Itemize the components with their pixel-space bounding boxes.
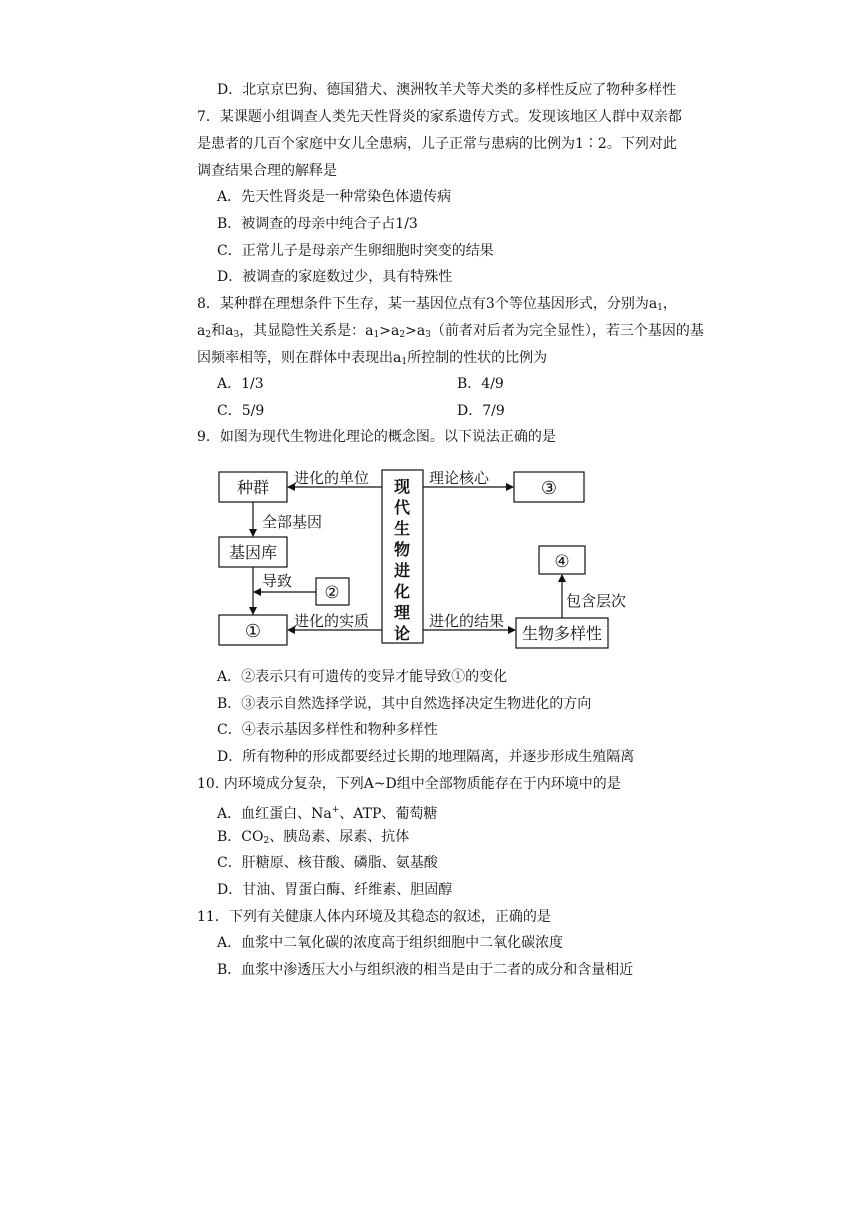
q9-option-b: B．③表示自然选择学说，其中自然选择决定生物进化的方向 (217, 696, 592, 712)
center-char: 化 (393, 582, 411, 601)
q11-stem: 11．下列有关健康人体内环境及其稳态的叙述，正确的是 (197, 909, 551, 925)
q9-option-c: C．④表示基因多样性和物种多样性 (217, 722, 438, 738)
lead-to-label: 导致 (262, 572, 293, 590)
q8-stem-line1: 8．某种群在理想条件下生存，某一基因位点有3个等位基因形式，分别为$a_1$， (197, 296, 677, 313)
population-label: 种群 (236, 478, 270, 497)
q10-option-d: D．甘油、胃蛋白酶、纤维素、胆固醇 (217, 882, 453, 898)
q9-option-d: D．所有物种的形成都要经过长期的地理隔离，并逐步形成生殖隔离 (217, 749, 635, 765)
gene-pool-label: 基因库 (228, 543, 278, 562)
q7-option-c: C．正常儿子是母亲产生卵细胞时突变的结果 (217, 243, 494, 259)
q7-option-d: D．被调查的家庭数过少，具有特殊性 (217, 269, 453, 285)
circle3-label: ③ (540, 478, 558, 499)
q7-stem-line2: 是患者的几百个家庭中女儿全患病，儿子正常与患病的比例为1∶2。下列对此 (197, 136, 677, 152)
center-char: 进 (393, 561, 411, 580)
q7-stem-line1: 7．某课题小组调查人类先天性肾炎的家系遗传方式。发现该地区人群中双亲都 (197, 109, 682, 125)
q8-option-d: D．7/9 (457, 403, 505, 419)
essence-label: 进化的实质 (294, 612, 370, 630)
center-char: 理 (393, 603, 411, 622)
q11-option-a: A．血浆中二氧化碳的浓度高于组织细胞中二氧化碳浓度 (217, 935, 564, 951)
q8-stem-line2: $a_2$和$a_3$，其显隐性关系是：$a_1>a_2>a_3$（前者对后者为完全显性），若三个基因的基 (197, 323, 704, 340)
all-genes-label: 全部基因 (262, 513, 323, 531)
levels-label: 包含层次 (566, 592, 627, 610)
q8-option-b: B．4/9 (457, 376, 504, 392)
circle4-label: ④ (554, 552, 570, 572)
core-label: 理论核心 (429, 469, 490, 487)
evolution-concept-map (214, 466, 627, 650)
center-char: 论 (393, 624, 411, 643)
q10-option-a: A．血红蛋白、Na+、ATP、葡萄糖 (217, 805, 438, 822)
center-char: 生 (393, 519, 411, 538)
q9-stem: 9．如图为现代生物进化理论的概念图。以下说法正确的是 (197, 429, 556, 445)
q10-option-b: B．$CO_2$、胰岛素、尿素、抗体 (217, 829, 410, 846)
q8-stem-line3: 因频率相等，则在群体中表现出$a_1$所控制的性状的比例为 (197, 350, 548, 367)
center-char: 物 (393, 540, 411, 559)
q8-option-a: A．1/3 (217, 376, 264, 392)
q10-stem: 10. 内环境成分复杂，下列A~D组中全部物质能存在于内环境中的是 (197, 776, 621, 792)
q7-stem-line3: 调查结果合理的解释是 (197, 163, 337, 179)
circle1-label: ① (244, 621, 262, 642)
center-char: 代 (393, 498, 411, 517)
q11-option-b: B．血浆中渗透压大小与组织液的相当是由于二者的成分和含量相近 (217, 962, 634, 978)
center-char: 现 (393, 477, 411, 496)
q10-option-c: C．肝糖原、核苷酸、磷脂、氨基酸 (217, 855, 438, 871)
unit-label: 进化的单位 (294, 469, 370, 487)
circle2-label: ② (324, 583, 340, 603)
result-label: 进化的结果 (429, 612, 505, 630)
q6-option-d: D．北京京巴狗、德国猎犬、澳洲牧羊犬等犬类的多样性反应了物种多样性 (217, 82, 677, 98)
q7-option-b: B．被调查的母亲中纯合子占1/3 (217, 216, 418, 232)
q8-option-c: C．5/9 (217, 403, 265, 419)
biodiversity-label: 生物多样性 (521, 624, 603, 643)
q7-option-a: A．先天性肾炎是一种常染色体遗传病 (217, 189, 452, 205)
q9-option-a: A．②表示只有可遗传的变异才能导致①的变化 (217, 669, 508, 685)
